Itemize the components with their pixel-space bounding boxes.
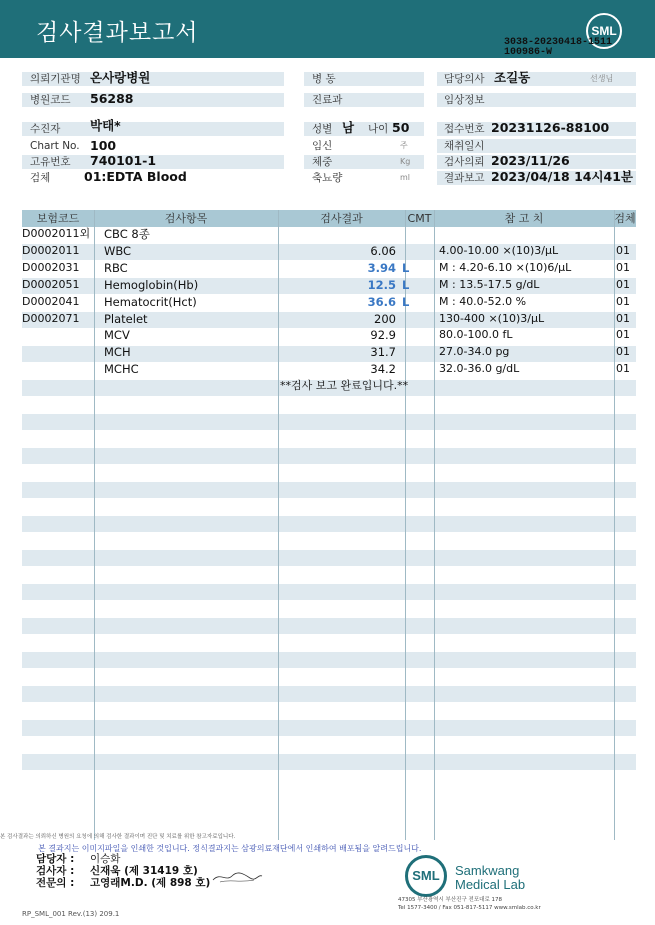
- row-result: 31.7: [370, 345, 396, 360]
- chart-value: 100: [90, 138, 117, 153]
- table-stripe: [22, 618, 636, 634]
- col-divider: [614, 210, 615, 840]
- receipt-value: 20231126-88100: [491, 120, 610, 135]
- sml-footer-logo-icon: [405, 855, 447, 897]
- doctor-suffix: 선생님: [590, 74, 614, 83]
- document-number: [504, 38, 612, 58]
- pregnancy-unit: 주: [400, 141, 408, 150]
- hospital-code-label: 병원코드: [30, 94, 71, 106]
- table-stripe: [22, 448, 636, 464]
- urine-unit: ml: [400, 173, 411, 182]
- row-specimen: 01: [616, 294, 630, 308]
- report-complete-text: **검사 보고 완료입니다.**: [280, 379, 409, 393]
- receipt-label: 접수번호: [444, 123, 485, 135]
- header-item: 검사항목: [164, 212, 208, 225]
- col-divider: [94, 210, 95, 840]
- row-specimen: 01: [616, 243, 630, 257]
- row-flag: L: [402, 260, 410, 275]
- tester-value: 신재욱 (제 31419 호): [90, 865, 198, 877]
- id-label: 고유번호: [30, 156, 71, 168]
- sex-value: 남: [342, 120, 355, 135]
- row-specimen: 01: [616, 311, 630, 325]
- report-value: 2023/04/18 14시41분: [491, 169, 634, 184]
- row-item: MCH: [104, 345, 131, 360]
- row-code: D0002041: [22, 294, 80, 308]
- specimen-value: 01:EDTA Blood: [84, 169, 187, 184]
- row-code: D0002011외: [22, 227, 91, 240]
- signature-icon: [210, 868, 264, 886]
- table-stripe: [22, 584, 636, 600]
- row-item: WBC: [104, 243, 132, 258]
- row-reference: M : 40.0-52.0 %: [439, 294, 527, 308]
- row-reference: 4.00-10.00 ×(10)3/µL: [439, 243, 559, 257]
- document-number-line2: 100986-W: [504, 47, 553, 58]
- table-stripe: [22, 482, 636, 498]
- hospital-label: 의뢰기관명: [30, 73, 81, 85]
- specimen-label: 검체: [30, 172, 51, 184]
- table-stripe: [22, 516, 636, 532]
- fine-print: 본 검사결과는 의뢰하신 병원의 요청에 의해 검사한 결과이며 진단 및 치료를 위한 참고자료입니다.: [0, 834, 236, 840]
- row-code: D0002011: [22, 243, 80, 257]
- row-result: 36.6: [367, 294, 396, 309]
- age-value: 50: [392, 120, 410, 135]
- brand-line2: Medical Lab: [455, 877, 526, 892]
- request-label: 검사의뢰: [444, 156, 485, 168]
- header-result: 검사결과: [320, 212, 363, 225]
- table-stripe: [22, 754, 636, 770]
- document-number-line1: 3038-20230418-1511: [504, 37, 613, 48]
- table-stripe: [22, 720, 636, 736]
- patient-row: [22, 122, 284, 136]
- id-value: 740101-1: [90, 153, 157, 168]
- address: 47305 부산광역시 부산진구 전포대로 178: [398, 897, 503, 903]
- header-code: 보험코드: [36, 212, 80, 225]
- hospital-code-value: 56288: [90, 91, 134, 106]
- row-item: RBC: [104, 260, 128, 275]
- row-item: Hematocrit(Hct): [104, 294, 197, 309]
- report-label: 결과보고: [444, 172, 485, 184]
- row-item: CBC 8종: [104, 227, 150, 241]
- row-specimen: 01: [616, 277, 630, 291]
- request-value: 2023/11/26: [491, 153, 570, 168]
- row-result: 6.06: [370, 243, 396, 258]
- row-item: Platelet: [104, 311, 148, 326]
- notice-text: 본 결과지는 이미지파일을 인쇄한 것입니다. 정식결과지는 삼광의료재단에서 인쇄하여 배포됨을 알려드립니다.: [38, 844, 422, 853]
- ward-label: 병 동: [312, 73, 336, 85]
- row-reference: 130-400 ×(10)3/µL: [439, 311, 545, 325]
- urine-label: 축뇨량: [312, 172, 343, 184]
- row-item: MCV: [104, 328, 130, 343]
- sex-label: 성별: [312, 123, 333, 135]
- row-code: D0002031: [22, 260, 80, 274]
- row-flag: L: [402, 277, 410, 292]
- row-reference: M : 13.5-17.5 g/dL: [439, 277, 540, 291]
- row-item: MCHC: [104, 362, 139, 377]
- clinical-label: 임상정보: [444, 94, 485, 106]
- weight-unit: Kg: [400, 157, 411, 166]
- table-stripe: [22, 414, 636, 430]
- specialist-label: 전문의 :: [36, 877, 75, 889]
- brand-line1: Samkwang: [455, 863, 520, 878]
- row-reference: M : 4.20-6.10 ×(10)6/µL: [439, 260, 572, 274]
- footer-logo-text: SML: [412, 868, 440, 883]
- header-specimen: 검체: [614, 212, 636, 225]
- row-specimen: 01: [616, 362, 630, 376]
- contact: Tel 1577-3400 / Fax 051-817-5117 www.smlab.co.kr: [398, 905, 541, 911]
- header-cmt: CMT: [407, 212, 432, 225]
- row-result: 12.5: [367, 277, 396, 292]
- table-stripe: [22, 550, 636, 566]
- row-result: 92.9: [370, 328, 396, 343]
- specialist-value: 고영래M.D. (제 898 호): [90, 877, 211, 889]
- pregnancy-label: 임신: [312, 140, 333, 152]
- table-stripe: [22, 652, 636, 668]
- weight-label: 체중: [312, 156, 333, 168]
- col-divider: [278, 210, 279, 840]
- header-ref: 참 고 치: [504, 212, 544, 225]
- brand-name: [455, 864, 525, 892]
- row-result: 3.94: [367, 260, 396, 275]
- row-specimen: 01: [616, 345, 630, 359]
- dept-label: 진료과: [312, 94, 343, 106]
- doctor-label: 담당의사: [444, 73, 485, 85]
- row-code: D0002071: [22, 311, 80, 325]
- reporter-value: 이승화: [90, 853, 121, 865]
- row-result: 34.2: [370, 362, 396, 377]
- row-specimen: 01: [616, 260, 630, 274]
- logo-text: SML: [591, 24, 617, 38]
- patient-label: 수진자: [30, 123, 61, 135]
- row-reference: 80.0-100.0 fL: [439, 328, 513, 342]
- tester-label: 검사자 :: [36, 865, 75, 877]
- row-flag: L: [402, 294, 410, 309]
- page-title: 검사결과보고서: [36, 20, 199, 46]
- col-divider: [434, 210, 435, 840]
- row-item: Hemoglobin(Hb): [104, 277, 199, 292]
- patient-value: 박태*: [90, 118, 121, 133]
- row-reference: 27.0-34.0 pg: [439, 345, 510, 359]
- collect-label: 채취일시: [444, 140, 485, 152]
- row-code: D0002051: [22, 277, 80, 291]
- chart-label: Chart No.: [30, 140, 80, 152]
- hospital-value: 온사랑병원: [90, 70, 151, 85]
- doctor-value: 조길동: [494, 70, 531, 85]
- row-result: 200: [374, 311, 396, 326]
- row-specimen: 01: [616, 328, 630, 342]
- reporter-label: 담당자 :: [36, 853, 75, 865]
- table-stripe: [22, 686, 636, 702]
- age-label: 나이: [368, 123, 389, 135]
- row-reference: 32.0-36.0 g/dL: [439, 362, 520, 376]
- form-id: RP_SML_001 Rev.(13) 209.1: [22, 910, 120, 918]
